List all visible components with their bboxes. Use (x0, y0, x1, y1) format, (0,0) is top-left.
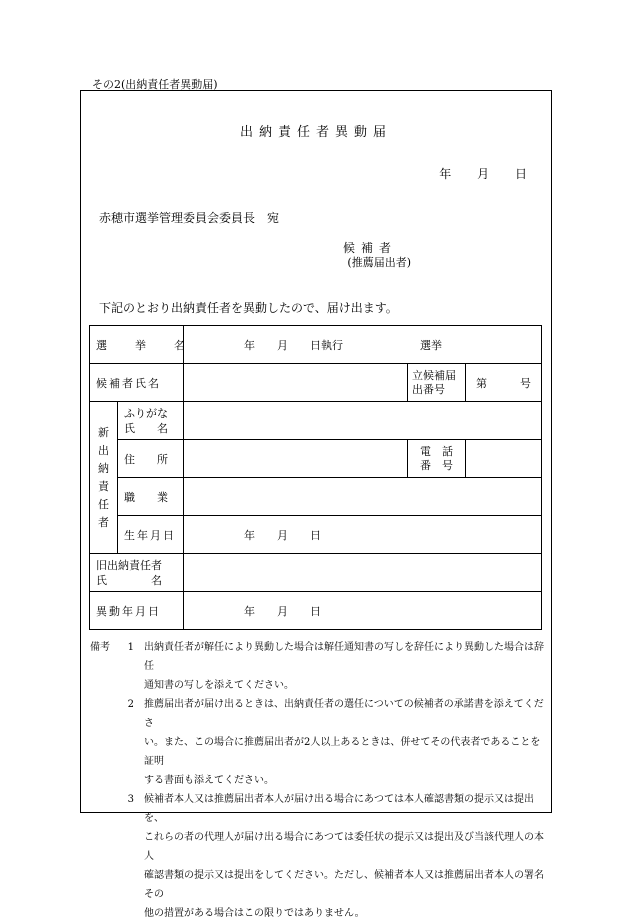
date-day-unit: 日 (514, 167, 527, 181)
note-line: 通知書の写しを添えてください。 (144, 680, 294, 691)
change-date-label: 異動年月日 (90, 592, 184, 630)
submission-date (417, 165, 527, 182)
note-line: する書面も添えてください。 (144, 775, 274, 786)
note-number: 1 (127, 642, 134, 653)
note-line: 出納責任者が解任により異動した場合は解任通知書の写しを辞任により異動した場合は辞任 (144, 642, 544, 672)
note-number: 3 (127, 794, 134, 805)
date-year-unit: 年 (439, 167, 452, 181)
phone-field[interactable] (466, 440, 542, 478)
new-name-row (90, 402, 542, 440)
note-item (90, 676, 550, 695)
note-line: い。また、この場合に推薦届出者が2人以上あるときは、併せてその代表者であることを証明 (144, 737, 541, 767)
lead-text: 下記のとおり出納責任者を異動したので、届け出ます。 (99, 301, 398, 315)
candidate-name-field[interactable] (184, 364, 408, 402)
form-caption: その2(出納責任者異動届) (92, 78, 218, 91)
note-line: これらの者の代理人が届け出る場合にあつては委任状の提示又は提出及び当該代理人の本人 (144, 832, 544, 862)
old-treasurer-label: 旧出納責任者 (96, 558, 162, 572)
candidate-name-label: 候補者氏名 (90, 364, 184, 402)
election-row (90, 326, 542, 364)
phone-label-cell (408, 440, 466, 478)
old-treasurer-row (90, 554, 542, 592)
furigana-label: ふりがな (124, 406, 168, 420)
old-treasurer-label-2: 氏 名 (96, 573, 162, 587)
name-label: 氏 名 (124, 421, 168, 435)
notes-section (90, 638, 550, 923)
election-label: 選 挙 名 (90, 326, 184, 364)
note-line: 確認書類の提示又は提出をしてください。ただし、候補者本人又は推薦届出者本人の署名その (144, 870, 544, 900)
new-treasurer-label-char: 任 (98, 497, 109, 511)
occupation-label: 職 業 (118, 478, 184, 516)
address-field[interactable] (184, 440, 408, 478)
birthdate-label: 生年月日 (118, 516, 184, 554)
note-item (90, 733, 550, 771)
occupation-row (90, 478, 542, 516)
note-item (90, 866, 550, 904)
form-title: 出納責任者異動届 (239, 125, 392, 140)
change-date-value[interactable]: 年 月 日 (184, 592, 542, 630)
address-label: 住 所 (118, 440, 184, 478)
old-treasurer-label-cell (90, 554, 184, 592)
note-line: 候補者本人又は推薦届出者本人が届け出る場合にあつては本人確認書類の提示又は提出を、 (144, 794, 534, 824)
new-treasurer-label-char: 出 (98, 443, 109, 457)
birthdate-value[interactable]: 年 月 日 (184, 516, 542, 554)
note-item (90, 695, 550, 733)
address-row (90, 440, 542, 478)
birthdate-row (90, 516, 542, 554)
new-treasurer-label (90, 402, 118, 554)
candidate-label: 候補者 (342, 241, 397, 255)
candidate-sub-label: (推薦届出者) (347, 256, 411, 269)
occupation-field[interactable] (184, 478, 542, 516)
note-item (90, 828, 550, 866)
filing-number-value[interactable]: 第 号 (466, 364, 542, 402)
new-name-field[interactable] (184, 402, 542, 440)
change-date-row (90, 592, 542, 630)
addressee: 赤穂市選挙管理委員会委員長 宛 (99, 211, 280, 225)
note-number: 2 (127, 699, 134, 710)
phone-label-2: 番 号 (420, 458, 453, 472)
new-treasurer-label-char: 新 (98, 425, 109, 439)
election-value[interactable]: 年 月 日執行 選挙 (184, 326, 542, 364)
new-treasurer-label-char: 納 (98, 461, 109, 475)
new-treasurer-label-char: 者 (98, 515, 109, 529)
date-month-unit: 月 (477, 167, 490, 181)
old-treasurer-field[interactable] (184, 554, 542, 592)
phone-label: 電 話 (420, 444, 453, 458)
candidate-name-row (90, 364, 542, 402)
form-table (89, 325, 542, 630)
filing-number-label: 立候補届出番号 (408, 364, 466, 402)
note-line: 他の措置がある場合はこの限りではありません。 (144, 908, 365, 919)
name-label-cell (118, 402, 184, 440)
note-item (90, 638, 550, 676)
notes-heading: 備考 (90, 642, 110, 653)
note-item (90, 771, 550, 790)
new-treasurer-label-char: 責 (98, 479, 109, 493)
note-item (90, 904, 550, 923)
note-line: 推薦届出者が届け出るときは、出納責任者の選任についての候補者の承諾書を添えてくださ (144, 699, 544, 729)
note-item (90, 790, 550, 828)
